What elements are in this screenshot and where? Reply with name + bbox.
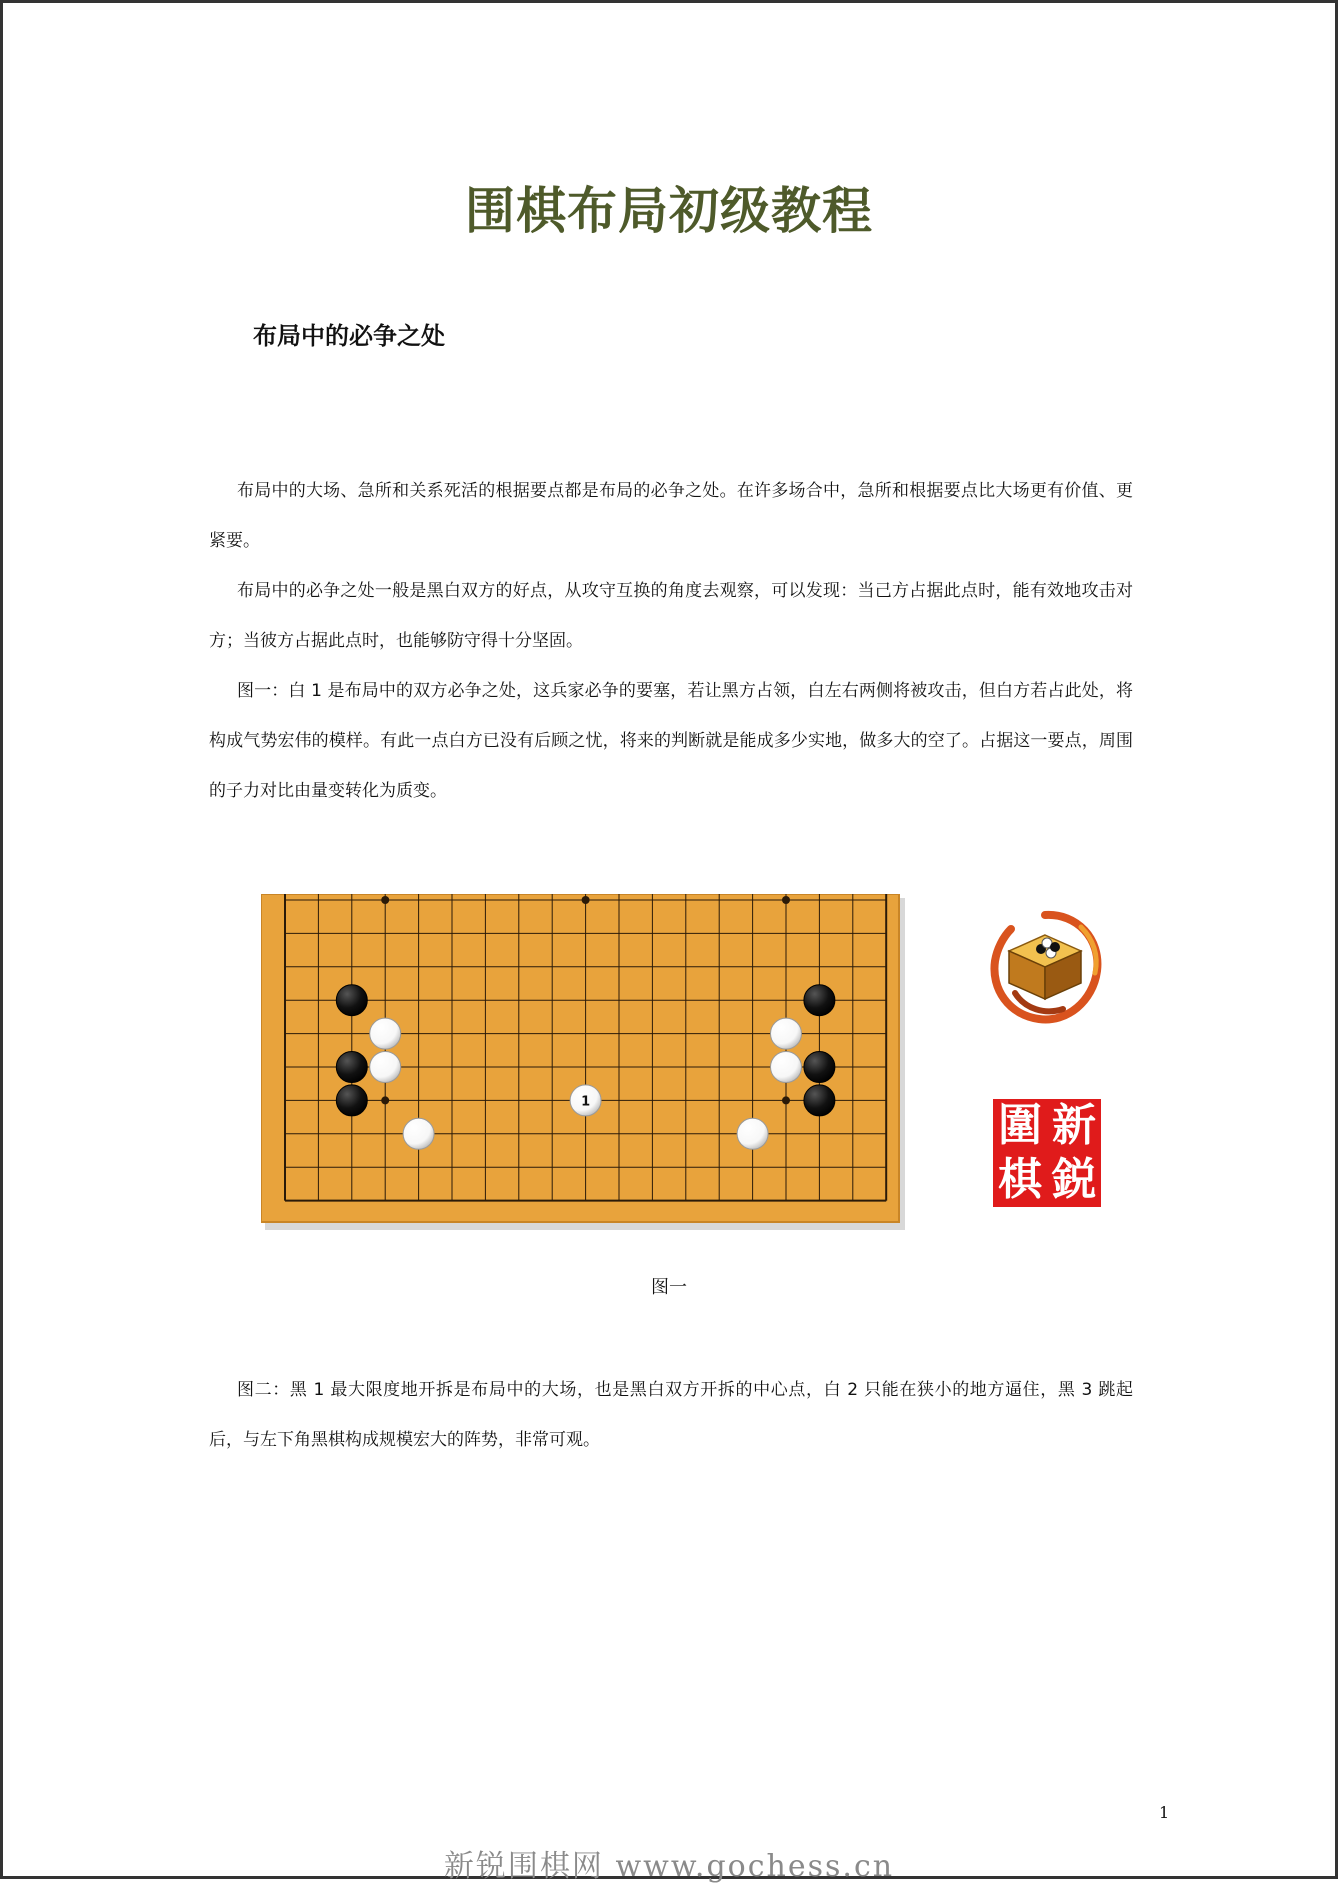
paragraph-2: 布局中的必争之处一般是黑白双方的好点，从攻守互换的角度去观察，可以发现：当己方占据此点时，能有效地攻击对方；当彼方占据此点时，也能够防守得十分坚固。 xyxy=(209,581,1133,651)
paragraph-1: 布局中的大场、急所和关系死活的根据要点都是布局的必争之处。在许多场合中，急所和根据要点比大场更有价值、更紧要。 xyxy=(209,481,1133,551)
figure-caption: 图一 xyxy=(651,1277,687,1298)
black-stone xyxy=(804,985,835,1016)
seal-char: 新 xyxy=(1052,1100,1096,1151)
seal-char: 圍 xyxy=(998,1100,1042,1151)
white-stone xyxy=(403,1118,434,1149)
paragraph-3: 图一：白 1 是布局中的双方必争之处，这兵家必争的要塞，若让黑方占领，白左右两侧将被攻击，但白方若占此处，将构成气势宏伟的模样。有此一点白方已没有后顾之忧，将来的判断就是能成多少实地，做多大的空了。占据这一要点，周围的子力对比由量变转化为质变。 xyxy=(209,681,1133,801)
paragraph-4: 图二：黑 1 最大限度地开拆是布局中的大场，也是黑白双方开拆的中心点，白 2 只能在狭小的地方逼住，黑 3 跳起后，与左下角黑棋构成规模宏大的阵势，非常可观。 xyxy=(209,1380,1133,1450)
star-point xyxy=(381,896,389,904)
white-stone xyxy=(737,1118,768,1149)
go-board xyxy=(261,894,909,1234)
xinrui-seal-logo xyxy=(993,1099,1101,1207)
go-board-figure xyxy=(261,894,909,1234)
body-section-b xyxy=(209,1365,1133,1465)
stone-move-number: 1 xyxy=(581,1094,591,1110)
white-stone xyxy=(370,1018,401,1049)
document-title: 围棋布局初级教程 xyxy=(465,181,873,240)
star-point xyxy=(381,1096,389,1104)
star-point xyxy=(782,896,790,904)
seal-char: 棋 xyxy=(998,1154,1042,1205)
section-heading: 布局中的必争之处 xyxy=(253,322,445,350)
black-stone xyxy=(336,1085,367,1116)
star-point xyxy=(582,896,590,904)
site-footer: 新锐围棋网 www.gochess.cn xyxy=(443,1849,895,1884)
white-stone xyxy=(370,1052,401,1083)
black-stone xyxy=(804,1052,835,1083)
body-section-a xyxy=(209,466,1133,816)
black-stone xyxy=(336,1052,367,1083)
seal-char: 鋭 xyxy=(1052,1154,1096,1205)
black-stone xyxy=(336,985,367,1016)
black-stone xyxy=(804,1085,835,1116)
white-stone xyxy=(771,1018,802,1049)
page-number: 1 xyxy=(1159,1803,1170,1822)
star-point xyxy=(782,1096,790,1104)
go-logo-icon xyxy=(985,909,1105,1027)
white-stone xyxy=(771,1052,802,1083)
